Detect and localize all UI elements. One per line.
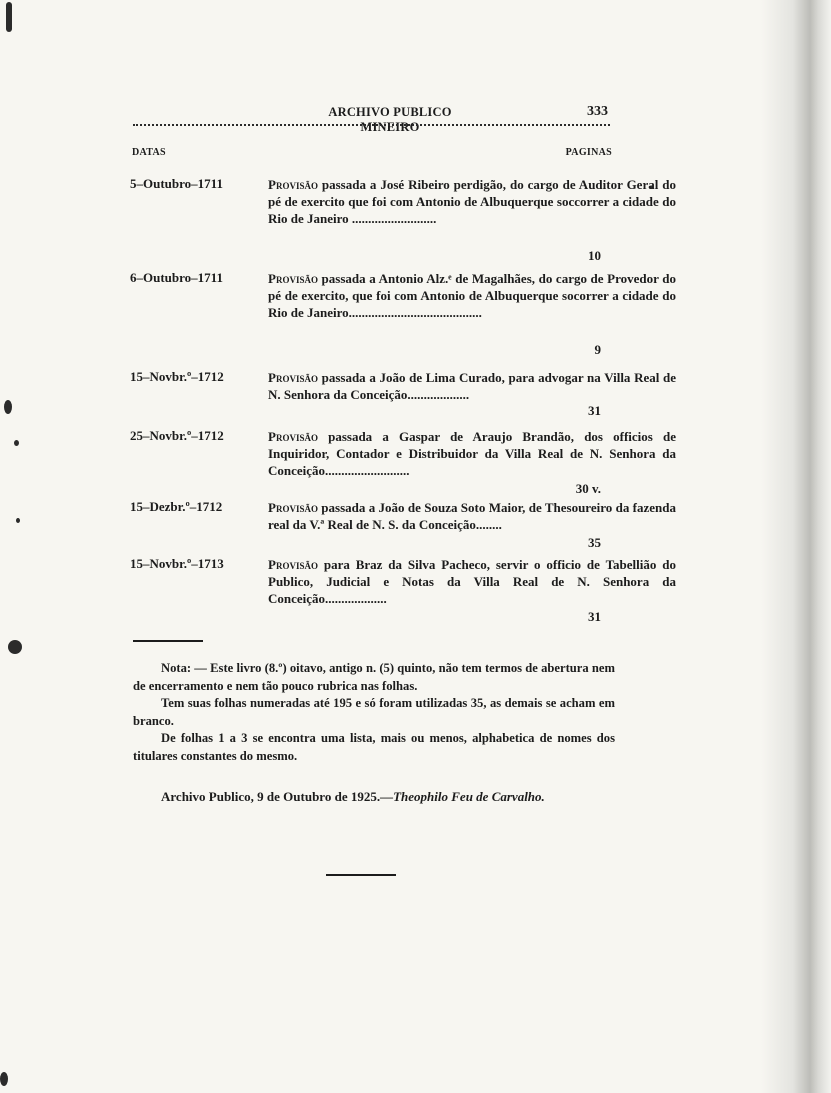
entry-text: [268, 369, 676, 403]
entry-page: 10: [588, 248, 601, 263]
entry-date: 15–Novbr.º–1713: [130, 556, 224, 571]
entry-body: para Braz da Silva Pacheco, servir o officio de Tabellião do Publico, Judicial e Notas da Villa Real de N. Senhora da Conceição...................: [268, 557, 676, 607]
entry-text: [268, 428, 676, 480]
entry-body: passada a Gaspar de Araujo Brandão, dos officios de Inquiridor, Contador e Distribuidor da Villa Real de N. Senhora da Conceição..........................: [268, 429, 676, 479]
signature-line: [133, 789, 615, 805]
note-block: [133, 660, 615, 765]
column-heading-pages: PAGINAS: [565, 147, 612, 158]
entry-lead: Provisão: [268, 271, 318, 286]
ink-mark: [6, 2, 12, 32]
entry-date: 5–Outubro–1711: [130, 176, 223, 191]
entry-date: 6–Outubro–1711: [130, 270, 223, 285]
entry-page: 9: [594, 342, 601, 357]
note-paragraph: Tem suas folhas numeradas até 195 e só foram utilizadas 35, as demais se acham em branco.: [133, 696, 615, 728]
page-number: 333: [587, 104, 608, 119]
header-rule: [133, 124, 610, 126]
ink-mark: [4, 400, 12, 414]
running-header-title: ARCHIVO PUBLICO MINEIRO: [328, 105, 452, 134]
entry-text: [268, 499, 676, 533]
signature-author: —Theophilo Feu de Carvalho.: [380, 789, 545, 804]
entry-page: 31: [588, 609, 601, 624]
entry-body: passada a João de Lima Curado, para advogar na Villa Real de N. Senhora da Conceição...................: [268, 370, 676, 403]
entry-date: 15–Novbr.º–1712: [130, 369, 224, 384]
ink-mark: [8, 640, 22, 654]
entry-lead: Provisão: [268, 429, 318, 444]
entry-body: passada a João de Souza Soto Maior, de Thesoureiro da fazenda real da V.ª Real de N. S. da Conceição........: [268, 500, 676, 533]
signature-place-date: Archivo Publico, 9 de Outubro de 1925.: [161, 789, 381, 804]
note-paragraph: Nota: — Este livro (8.º) oitavo, antigo n. (5) quinto, não tem termos de abertura nem de encerramento e nem tão pouco rubrica nas folhas.: [133, 661, 615, 693]
section-rule: [133, 640, 203, 642]
entry-lead: Provisão: [268, 500, 318, 515]
entry-page: 31: [588, 403, 601, 418]
entry-lead: Provisão: [268, 557, 318, 572]
page-binding-edge: [761, 0, 831, 1093]
note-paragraph: De folhas 1 a 3 se encontra uma lista, mais ou menos, alphabetica de nomes dos titulares constantes do mesmo.: [133, 731, 615, 763]
entry-date: 25–Novbr.º–1712: [130, 428, 224, 443]
entry-date: 15–Dezbr.º–1712: [130, 499, 223, 514]
column-heading-dates: DATAS: [132, 147, 166, 158]
entry-body: passada a José Ribeiro perdigão, do cargo de Auditor Geral do pé de exercito que foi com Antonio de Albuquerque soccorrer a cidade do Rio de Janeiro ..........................: [268, 177, 676, 227]
closing-rule: [326, 874, 396, 876]
entry-lead: Provisão: [268, 370, 318, 385]
ink-mark: [14, 440, 19, 446]
entry-text: [268, 556, 676, 608]
entry-text: [268, 270, 676, 322]
ink-mark: [16, 518, 20, 523]
entry-lead: Provisão: [268, 177, 318, 192]
entry-page: 30 v.: [575, 481, 601, 496]
ink-mark: [0, 1072, 8, 1086]
entry-text: [268, 176, 676, 228]
entry-page: 35: [588, 535, 601, 550]
entry-body: passada a Antonio Alz.ᵉ de Magalhães, do cargo de Provedor do pé de exercito, que foi com Antonio de Albuquerque socorrer a cidade do Rio de Janeiro.........................................: [268, 271, 676, 321]
